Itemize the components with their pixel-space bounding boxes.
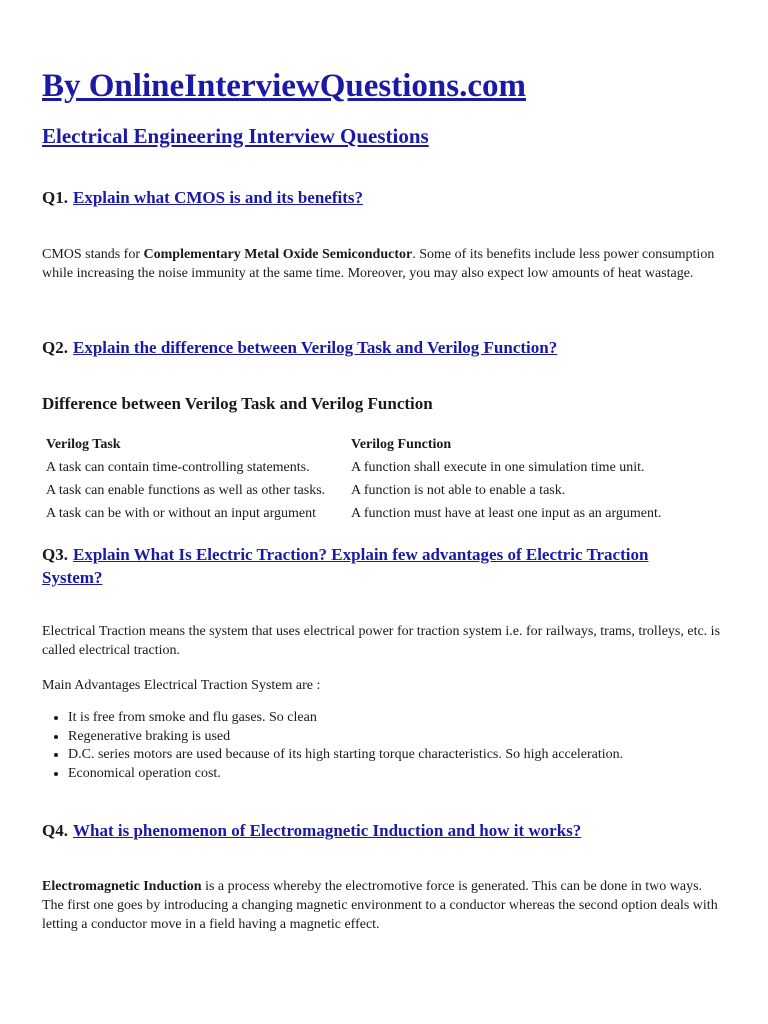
q1-answer-bold: Complementary Metal Oxide Semiconductor — [143, 247, 413, 262]
table-cell: A task can enable functions as well as other tasks. — [46, 483, 326, 498]
advantages-intro: Main Advantages Electrical Traction System are : — [42, 678, 321, 693]
table-header-row — [44, 434, 664, 457]
q1-answer-post: . Some of its benefits include less power consumption while increasing the noise immunity at the same time. Moreover, you may also expect low amounts of heat wastage. — [42, 247, 715, 281]
question-4-answer — [42, 877, 722, 934]
q4-answer-post: is a process whereby the electromotive force is generated. This can be done in two ways. The first one goes by introducing a changing magnetic environment to a conductor whereas the second option deals with letting a conductor move in a field having a magnetic effect. — [42, 879, 718, 932]
table-cell: A task can be with or without an input argument — [46, 506, 316, 521]
question-3-number: Q3. — [42, 545, 68, 564]
list-item: • Regenerative braking is used — [68, 728, 623, 747]
list-item: • D.C. series motors are used because of its high starting torque characteristics. So high acceleration. — [68, 746, 623, 765]
question-1-number: Q1. — [42, 188, 68, 207]
question-3-answer: Electrical Traction means the system that uses electrical power for traction system i.e. for railways, trams, trolleys, etc. is called electrical traction. — [42, 624, 721, 658]
table-header-verilog-function: Verilog Function — [351, 437, 452, 452]
table-cell: A function must have at least one input as an argument. — [351, 506, 662, 521]
question-4-link[interactable]: What is phenomenon of Electromagnetic Induction and how it works? — [72, 821, 582, 840]
question-3-link[interactable]: Explain What Is Electric Traction? Explain few advantages of Electric Traction System? — [42, 545, 649, 587]
question-2-heading — [42, 336, 732, 359]
question-1-link[interactable]: Explain what CMOS is and its benefits? — [72, 188, 363, 207]
table-cell: A function shall execute in one simulation time unit. — [351, 460, 645, 475]
question-3-heading — [42, 543, 692, 589]
table-header-verilog-task: Verilog Task — [46, 437, 121, 452]
list-item: • It is free from smoke and flu gases. So clean — [68, 709, 623, 728]
q4-answer-bold: Electromagnetic Induction — [42, 879, 202, 894]
table-row — [44, 503, 664, 526]
comparison-subheading: Difference between Verilog Task and Verilog Function — [42, 394, 433, 413]
table-row — [44, 480, 664, 503]
table-row — [44, 457, 664, 480]
question-2-link[interactable]: Explain the difference between Verilog Task and Verilog Function? — [72, 338, 558, 357]
table-cell: A function is not able to enable a task. — [351, 483, 566, 498]
advantages-list — [42, 709, 623, 783]
question-4-heading — [42, 819, 732, 842]
table-cell: A task can contain time-controlling statements. — [46, 460, 310, 475]
question-2-number: Q2. — [42, 338, 68, 357]
comparison-table — [44, 434, 664, 526]
site-title-link[interactable]: By OnlineInterviewQuestions.com — [42, 68, 526, 104]
q1-answer-pre: CMOS stands for — [42, 247, 144, 262]
question-4-number: Q4. — [42, 821, 68, 840]
question-1-heading — [42, 186, 732, 209]
question-1-answer — [42, 245, 722, 283]
document-title-link[interactable]: Electrical Engineering Interview Questions — [42, 124, 429, 148]
list-item: • Economical operation cost. — [68, 765, 623, 784]
